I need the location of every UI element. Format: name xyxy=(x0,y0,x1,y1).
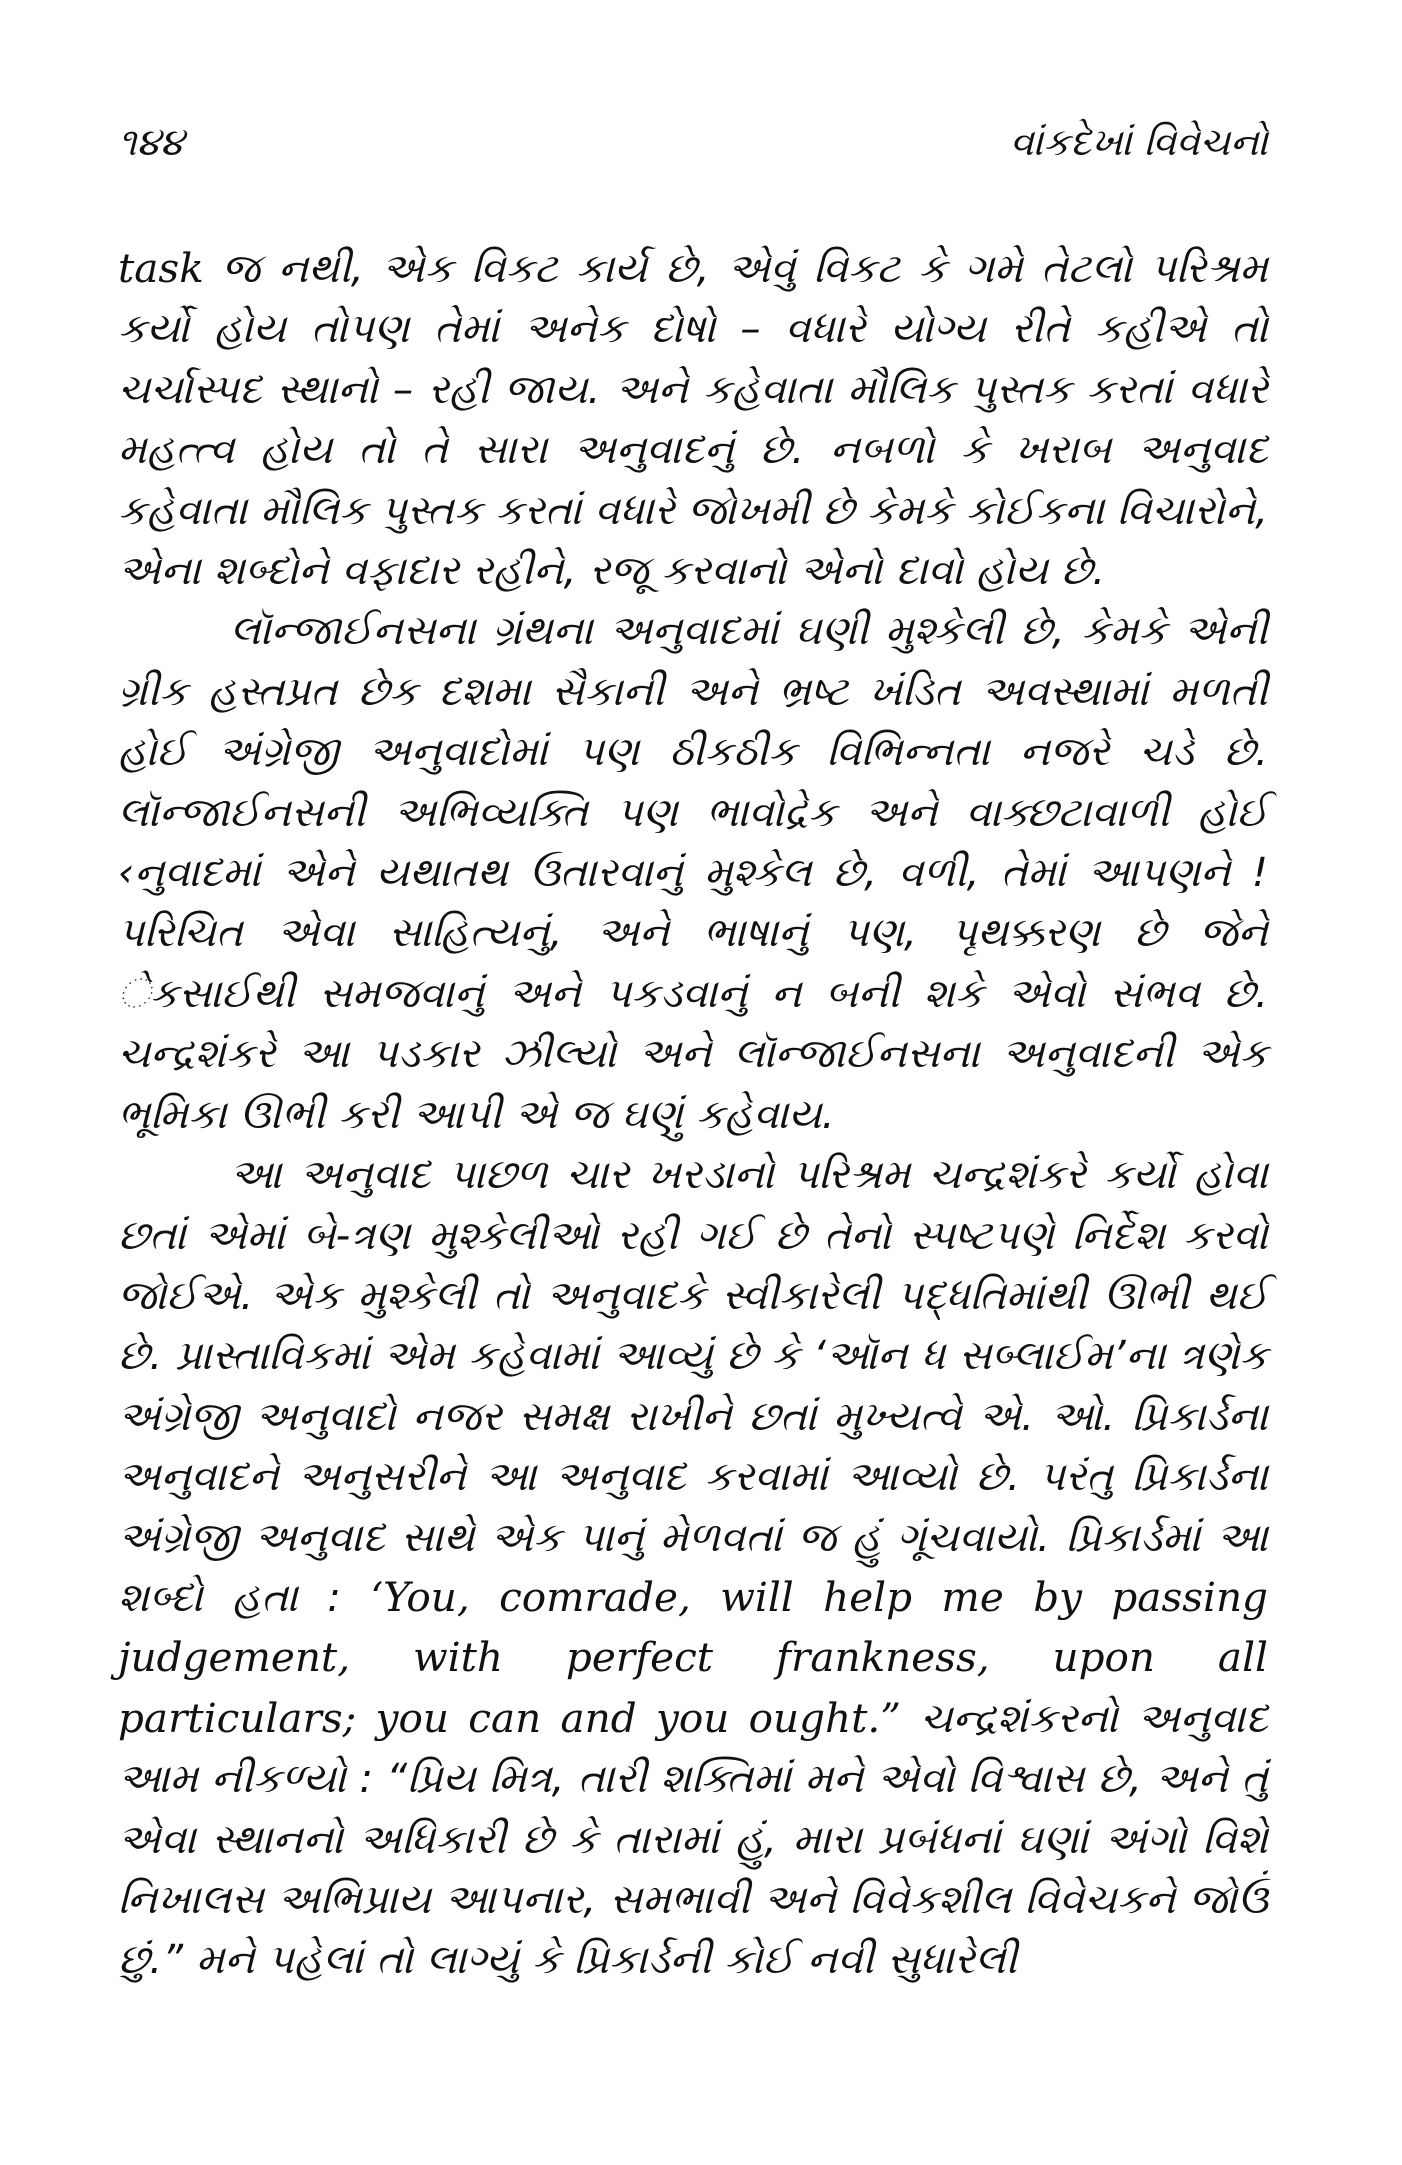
body-text xyxy=(118,238,1268,1990)
page-number: ૧૪૪ xyxy=(118,119,184,164)
latin-word: task xyxy=(118,244,204,292)
running-header xyxy=(118,112,1268,172)
paragraph-text: ચન્દ્રશંકરનો અનુવાદ આમ નીકળ્યો : “પ્રિય મિત્ર, તારી શક્તિમાં મને એવો વિશ્વાસ છે, અને તું એવા સ્થાનનો અધિકારી છે કે તારામાં હું, મારા પ્રબંધનાં ઘણાં અંગો વિશે નિખાલસ અભિપ્રાય આપનાર, સમભાવી અને વિવેકશીલ વિવેચકને જોઉં છું.” મને પહેલાં તો લાગ્યું કે પ્રિકાર્ડની કોઈ નવી સુધારેલી xyxy=(118,1693,1268,1984)
paragraph-3 xyxy=(118,1144,1268,1990)
paragraph-1 xyxy=(118,238,1268,600)
running-title: વાંકદેખાં વિવેચનો xyxy=(1010,119,1268,164)
paragraph-2 xyxy=(118,600,1268,1144)
paragraph-text: લૉન્જાઈનસના ગ્રંથના અનુવાદમાં ઘણી મુશ્કેલી છે, કેમકે એની ગ્રીક હસ્તપ્રત છેક દશમા સૈકાની અને ભ્રષ્ટ ખંડિત અવસ્થામાં મળતી હોઈ અંગ્રેજી અનુવાદોમાં પણ ઠીકઠીક વિભિન્નતા નજરે ચડે છે. લૉન્જાઈનસની અભિવ્યક્તિ પણ ભાવોદ્રેક અને વાક્છટાવાળી હોઈ ‹નુવાદમાં એને યથાતથ ઉતારવાનું મુશ્કેલ છે, વળી, તેમાં આપણને !પરિચિત એવા સાહિત્યનું, અને ભાષાનું પણ, પૃથક્કરણ છે જેને ેકસાઈથી સમજવાનું અને પકડવાનું ન બની શકે એવો સંભવ છે. ચન્દ્રશંકરે આ પડકાર ઝીલ્યો અને લૉન્જાઈનસના અનુવાદની એક ભૂમિકા ઊભી કરી આપી એ જ ઘણું કહેવાય. xyxy=(118,606,1268,1138)
paragraph-text: આ અનુવાદ પાછળ ચાર ખરડાનો પરિશ્રમ ચન્દ્રશંકરે કર્યો હોવા છતાં એમાં બે-ત્રણ મુશ્કેલીઓ રહી ગઈ છે તેનો સ્પષ્ટપણે નિર્દેશ કરવો જોઈએ. એક મુશ્કેલી તો અનુવાદકે સ્વીકારેલી પદ્ધતિમાંથી ઊભી થઈ છે. પ્રાસ્તાવિકમાં એમ કહેવામાં આવ્યું છે કે ‘ઑન ધ સબ્લાઈમ’ના ત્રણેક અંગ્રેજી અનુવાદો નજર સમક્ષ રાખીને છતાં મુખ્યત્વે એ. ઓ. પ્રિકાર્ડના અનુવાદને અનુસરીને આ અનુવાદ કરવામાં આવ્યો છે. પરંતુ પ્રિકાર્ડના અંગ્રેજી અનુવાદ સાથે એક પાનું મેળવતાં જ હું ગૂંચવાયો. પ્રિકાર્ડમાં આ શબ્દો હતા : xyxy=(118,1150,1268,1621)
english-quote: ‘You, comrade, will help me by passing judgement, with perfect frankness, upon all particulars; you can and you ought.” xyxy=(118,1572,1268,1742)
paragraph-text: જ નથી, એક વિકટ કાર્ય છે, એવું વિકટ કે ગમે તેટલો પરિશ્રમ કર્યો હોય તોપણ તેમાં અનેક દોષો – વધારે યોગ્ય રીતે કહીએ તો ચર્ચાસ્પદ સ્થાનો – રહી જાય. અને કહેવાતા મૌલિક પુસ્તક કરતાં વધારે મહત્ત્વ હોય તો તે સારા અનુવાદનું છે. નબળો કે ખરાબ અનુવાદ કહેવાતા મૌલિક પુસ્તક કરતાં વધારે જોખમી છે કેમકે કોઈકના વિચારોને, એના શબ્દોને વફાદાર રહીને, રજૂ કરવાનો એનો દાવો હોય છે. xyxy=(118,244,1268,595)
